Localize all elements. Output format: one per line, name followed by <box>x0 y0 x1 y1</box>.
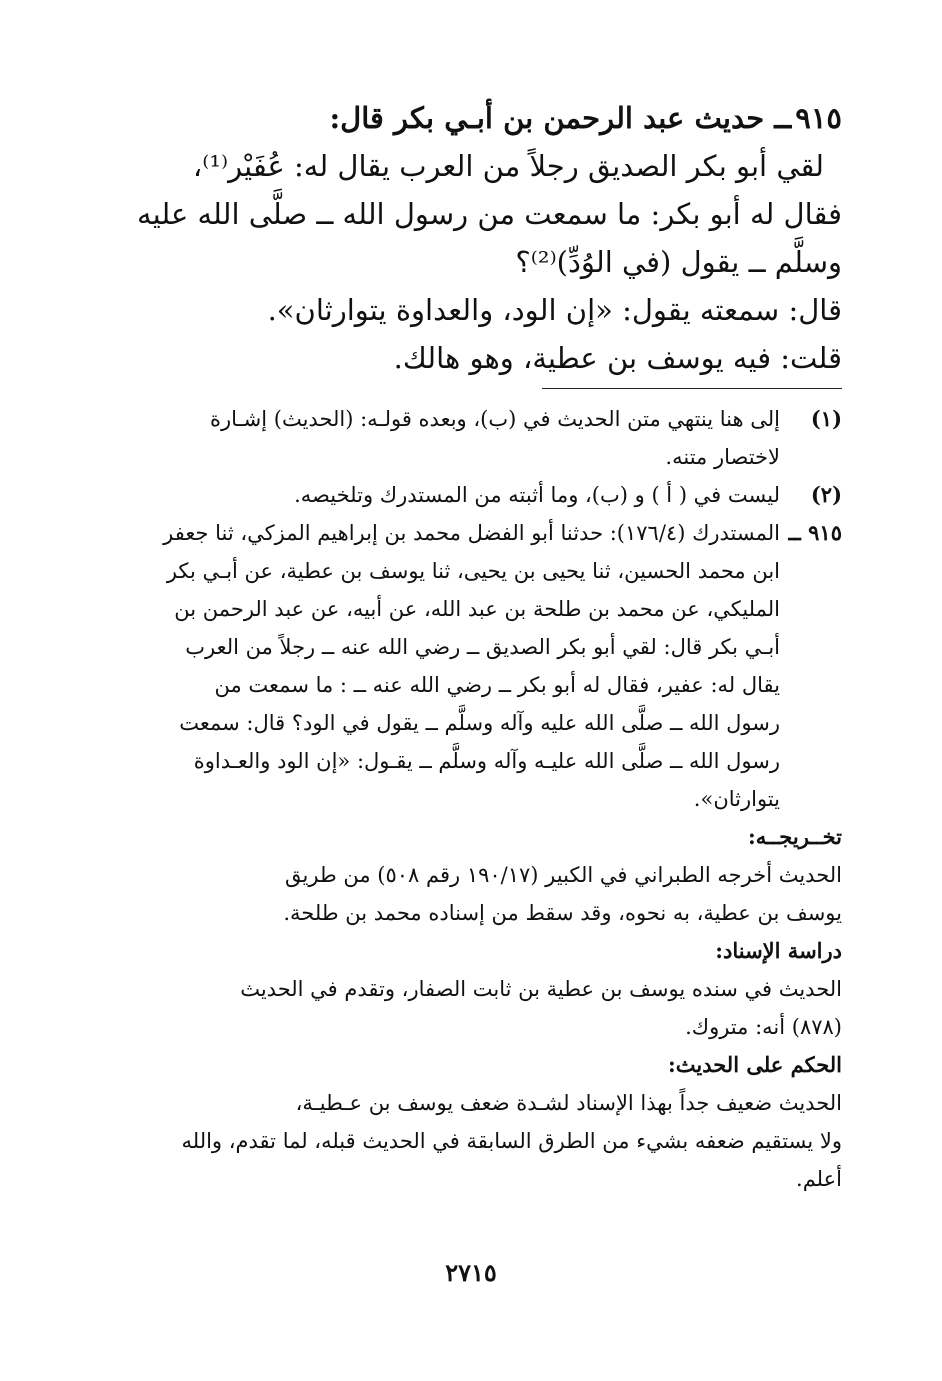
isnad-line: (٨٧٨) أنه: متروك. <box>685 1015 842 1039</box>
hadith-line: قال: سمعته يقول: «إن الود، والعداوة يتوارثان». <box>267 293 842 327</box>
hadith-number: ٩١٥ <box>795 101 842 135</box>
isnad-title: دراسة الإسناد: <box>715 938 842 963</box>
footnote-number: ٩١٥ ــ <box>788 520 842 545</box>
hukm-line: أعلم. <box>796 1167 842 1191</box>
hadith-dash: ــ <box>774 101 792 135</box>
footnote-number: (٢) <box>810 482 842 507</box>
hukm-line: ولا يستقيم ضعفه بشيء من الطرق السابقة في الحديث قبله، لما تقدم، والله <box>181 1129 842 1153</box>
footnote-line: رسول الله ــ صلَّى الله عليـه وآله وسلَّم ــ يقـول: «إن الود والعـداوة <box>193 749 780 773</box>
footnote-line: المليكي، عن محمد بن طلحة بن عبد الله، عن أبيه، عن عبد الرحمن بن <box>174 597 780 621</box>
takhrij-title: تخــريجــه: <box>747 824 842 849</box>
footnote-line: إلى هنا ينتهي متن الحديث في (ب)، وبعده قولـه: (الحديث) إشـارة <box>209 407 780 431</box>
hadith-title: حديث عبد الرحمن بن أبـي بكر قال: <box>329 101 765 135</box>
footnote-2 <box>100 476 842 514</box>
footnote-line: يقال له: عفير، فقال له أبو بكر ــ رضي الله عنه ــ : ما سمعت من <box>214 673 780 697</box>
footnote-line: أبـي بكر قال: لقي أبو بكر الصديق ــ رضي الله عنه ــ رجلاً من العرب <box>185 635 780 659</box>
footnote-line: لاختصار متنه. <box>665 445 780 469</box>
footnote-line: يتوارثان». <box>693 787 780 811</box>
footnote-line: المستدرك (١٧٦/٤): حدثنا أبو الفضل محمد بن إبراهيم المزكي، ثنا جعفر <box>163 521 780 545</box>
hukm-line: الحديث ضعيف جداً بهذا الإسناد لشـدة ضعف يوسف بن عـطيـة، <box>295 1091 842 1115</box>
hadith-block <box>120 94 842 382</box>
footnote-915 <box>100 514 842 818</box>
isnad-line: الحديث في سنده يوسف بن عطية بن ثابت الصفار، وتقدم في الحديث <box>240 977 842 1001</box>
hadith-line: وسلَّم ــ يقول (في الوُدِّ)⁽²⁾؟ <box>515 245 842 279</box>
footnotes-section <box>100 400 842 1198</box>
footnote-number: (١) <box>810 406 842 431</box>
footnote-line: ابن محمد الحسين، ثنا يحيى بن يحيى، ثنا يوسف بن عطية، عن أبـي بكر <box>166 559 780 583</box>
takhrij-line: يوسف بن عطية، به نحوه، وقد سقط من إسناده محمد بن طلحة. <box>283 901 842 925</box>
takhrij-text <box>100 856 842 932</box>
footnote-line: رسول الله ــ صلَّى الله عليه وآله وسلَّم ــ يقول في الود؟ قال: سمعت <box>179 711 780 735</box>
page-number: ٢٧١٥ <box>445 1258 497 1287</box>
footnote-1 <box>100 400 842 476</box>
footnote-divider <box>542 388 842 389</box>
hadith-heading <box>120 94 842 142</box>
takhrij-line: الحديث أخرجه الطبراني في الكبير (١٩٠/١٧ رقم ٥٠٨) من طريق <box>285 863 842 887</box>
hadith-line: قلت: فيه يوسف بن عطية، وهو هالك. <box>393 341 842 375</box>
footnote-line: ليست في ( أ ) و (ب)، وما أثبته من المستدرك وتلخيصه. <box>294 483 780 507</box>
isnad-text <box>100 970 842 1046</box>
hadith-line: لقي أبو بكر الصديق رجلاً من العرب يقال له: عُفَيْر⁽¹⁾، <box>192 149 824 183</box>
hukm-text <box>100 1084 842 1198</box>
hukm-title: الحكم على الحديث: <box>668 1052 842 1077</box>
hadith-line: فقال له أبو بكر: ما سمعت من رسول الله ــ صلَّى الله عليه <box>137 197 842 231</box>
